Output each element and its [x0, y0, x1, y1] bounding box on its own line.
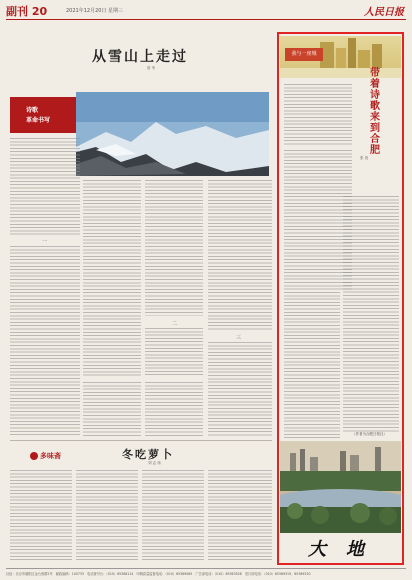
text-block: [208, 180, 272, 330]
text-block: [145, 180, 203, 316]
title-char: 歌: [370, 101, 380, 112]
text-block: [142, 470, 204, 562]
title-char: 肥: [370, 145, 380, 156]
title-char: 诗: [370, 90, 380, 101]
city-lake-photo: [280, 441, 401, 533]
title-char: 合: [370, 134, 380, 145]
text-block: [83, 180, 141, 376]
title-char: 到: [370, 123, 380, 134]
article-author: 洛 苇: [147, 66, 156, 70]
text-block: [10, 470, 72, 562]
section-marker: 一: [42, 239, 48, 245]
article-author-3: 张 祝: [360, 156, 369, 160]
snow-mountain-photo: [76, 92, 269, 176]
vertical-title: [360, 68, 390, 156]
author-note: （作者为合肥日报社）: [352, 432, 387, 436]
section-marker: 二: [172, 321, 178, 327]
bowl-icon: [30, 452, 38, 460]
column-banner-2: 我与一座城: [285, 48, 323, 61]
text-block: [145, 382, 203, 436]
page-header: [6, 3, 406, 20]
section-marker: 三: [236, 335, 242, 341]
article-author-2: 刘 志 伟: [148, 461, 161, 465]
mountain-illustration: [76, 92, 269, 176]
banner-line-2: 革命书写: [26, 117, 51, 124]
column-word: 大地: [308, 539, 384, 560]
column-logo-text: 多味斋: [40, 451, 61, 460]
page-label: 副刊 20: [6, 5, 48, 18]
text-block: [284, 150, 352, 290]
text-block: [208, 342, 272, 436]
column-logo: [30, 451, 61, 461]
article-title-2: 冬吃萝卜: [122, 448, 174, 461]
text-block: [284, 292, 340, 438]
city-lake-illustration: [280, 441, 401, 533]
text-block: [76, 470, 138, 562]
text-block: [284, 84, 352, 146]
title-char: 来: [370, 112, 380, 123]
text-block: [10, 138, 80, 236]
article-title: 从雪山上走过: [92, 49, 188, 65]
page-footer: 社址：北京市朝阳区金台西路2号 邮政编码：100733 电话查号台：（010）65368114 印刷质量监督电话：（010）65369065 广告部电话：（010）65363528 发行部电话：（010）65369319、65369320: [6, 568, 406, 576]
text-block: [343, 196, 399, 432]
newspaper-logo: 人民日报: [364, 7, 404, 18]
title-char: 着: [370, 79, 380, 90]
text-block: [208, 470, 272, 562]
column-banner: [10, 97, 80, 133]
title-char: 带: [370, 68, 380, 79]
section-divider: [10, 440, 272, 441]
date-line: 2021年12月20日 星期三: [66, 8, 124, 14]
banner-line-1: 诗歌: [26, 107, 39, 114]
text-block: [83, 382, 141, 436]
text-block: [10, 246, 80, 436]
text-block: [145, 328, 203, 376]
